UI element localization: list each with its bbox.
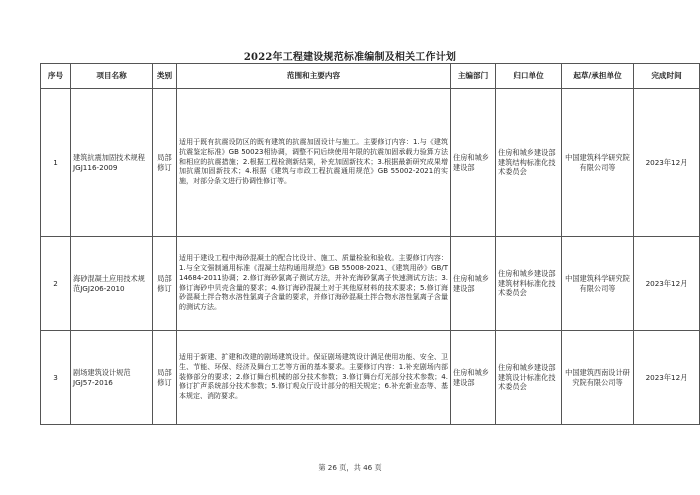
table-row — [41, 237, 700, 331]
row-scope: 适用于新建、扩建和改建的剧场建筑设计。保证剧场建筑设计满足使用功能、安全、卫生、节能、环保、经济及舞台工艺等方面的基本要求。主要修订内容：1.补充剧场内部装修部分的要求；2.修订舞台机械的部分技术参数；3.修订舞台灯光部分技术参数；4.修订扩声系统部分技术参数；5.修订观众厅设计部分的相关规定；6.补充新业态等、基本规定、消防要求。 — [177, 331, 451, 425]
row-seq: 1 — [41, 89, 71, 237]
table-header-row — [41, 64, 700, 89]
row-org-unit: 住房和城乡建设部建筑设计标准化技术委员会 — [496, 331, 562, 425]
row-name: 剧场建筑设计规范JGJ57-2016 — [71, 331, 153, 425]
table-row — [41, 89, 700, 237]
row-lead-dept: 住房和城乡建设部 — [451, 237, 496, 331]
row-seq: 3 — [41, 331, 71, 425]
row-name: 海砂混凝土应用技术规范JGJ206-2010 — [71, 237, 153, 331]
header-org-unit: 归口单位 — [496, 64, 562, 89]
row-drafter: 中国建筑科学研究院有限公司等 — [562, 237, 634, 331]
header-seq: 序号 — [41, 64, 71, 89]
row-lead-dept: 住房和城乡建设部 — [451, 89, 496, 237]
row-category: 局部修订 — [153, 331, 177, 425]
row-deadline: 2023年12月 — [634, 331, 700, 425]
header-scope: 范围和主要内容 — [177, 64, 451, 89]
row-scope: 适用于既有抗震设防区的既有建筑的抗震加固设计与施工。主要修订内容：1.与《建筑抗震鉴定标准》GB 50023相协调，调整不同后续使用年限的抗震加固承载力验算方法和相应的抗震措施；2.根据工程检测新结果，补充加固新技术；3.根据最新研究成果增加抗震加固新技术；4.根据《建筑与市政工程抗震通用规范》GB 55002-2021的实施，对部分条文进行协调性修订等。 — [177, 89, 451, 237]
row-deadline: 2023年12月 — [634, 89, 700, 237]
header-drafter: 起草/承担单位 — [562, 64, 634, 89]
header-deadline: 完成时间 — [634, 64, 700, 89]
header-lead-dept: 主编部门 — [451, 64, 496, 89]
header-category: 类别 — [153, 64, 177, 89]
row-category: 局部修订 — [153, 89, 177, 237]
row-category: 局部修订 — [153, 237, 177, 331]
row-org-unit: 住房和城乡建设部建筑结构标准化技术委员会 — [496, 89, 562, 237]
row-org-unit: 住房和城乡建设部建筑材料标准化技术委员会 — [496, 237, 562, 331]
row-drafter: 中国建筑科学研究院有限公司等 — [562, 89, 634, 237]
row-lead-dept: 住房和城乡建设部 — [451, 331, 496, 425]
page-number: 第 26 页，共 46 页 — [318, 463, 382, 472]
row-seq: 2 — [41, 237, 71, 331]
row-scope: 适用于建设工程中海砂混凝土的配合比设计、施工、质量检验和验收。主要修订内容：1.与全文强制通用标准《混凝土结构通用规范》GB 55008-2021、《建筑用砂》GB/T 14684-2011协调；2.修订海砂氯离子测试方法，并补充海砂氯离子快速测试方法；3.修订海砂中贝壳含量的要求；4.修订海砂混凝土对于其他原材料的技术要求；5.修订海砂混凝土拌合物水溶性氯离子含量的要求，并修订海砂混凝土拌合物水溶性氯离子含量的测试方法。 — [177, 237, 451, 331]
page-title: 2022年工程建设规范标准编制及相关工作计划 — [243, 52, 457, 63]
table-row — [41, 331, 700, 425]
row-deadline: 2023年12月 — [634, 237, 700, 331]
row-drafter: 中国建筑西南设计研究院有限公司等 — [562, 331, 634, 425]
header-name: 项目名称 — [71, 64, 153, 89]
row-name: 建筑抗震加固技术规程JGJ116-2009 — [71, 89, 153, 237]
work-plan-table — [40, 63, 700, 425]
